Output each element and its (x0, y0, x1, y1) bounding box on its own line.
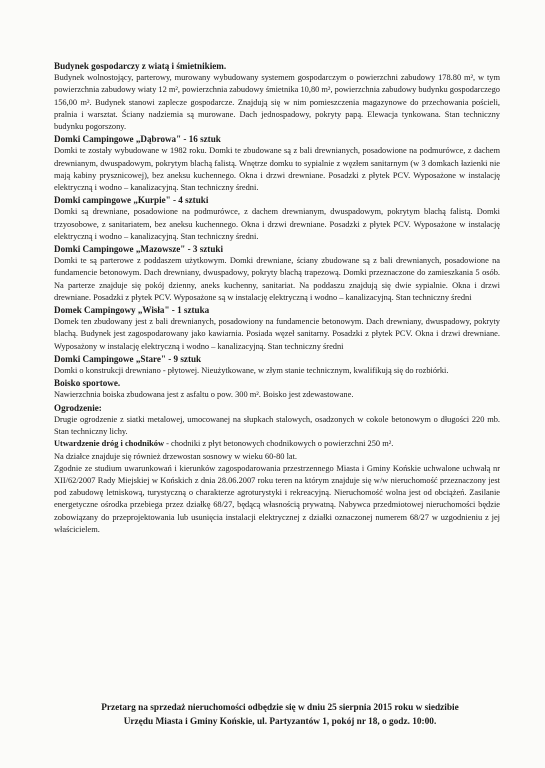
section-heading: Ogrodzenie: (54, 402, 102, 413)
section-text: Domki te są parterowe z poddaszem użytkowym. Domki drewniane, ściany zbudowane są z bali drewnianych, posadowione na fundamencie betonowym. Dach drewniany, dwuspadowy, pokryty blachą trapezową. Domki przeznaczone do zamieszkania 5 osób. Na parterze znajduje się pokój dzienny, aneks kuchenny, sanitariat. Na poddaszu znajdują się dwie sypialnie. Okna i drzwi drewniane. Posadzki z płytek PCV. Wyposażone są w instalację elektryczną i wodno – kanalizacyjną. Stan techniczny średni (54, 256, 500, 302)
section-heading: Domki campingowe „Kurpie" - 4 sztuki (54, 195, 209, 206)
section-heading: Domki Campingowe „Dąbrowa" - 16 sztuk (54, 134, 221, 145)
section-mazowsze-cabins (54, 243, 500, 304)
section-text: Budynek wolnostojący, parterowy, murowany wybudowany systemem gospodarczym o powierzchni zabudowy 178.80 m², w tym powierzchnia zabudowy wiaty 12 m², powierzchnia zabudowy śmietnika 10,80 m², powierzchnia zabudowy budynku gospodarczego 156,00 m². Budynek stanowi zaplecze gospodarcze. Znajdują się w nim pomieszczenia magazynowe do przechowania pościeli, pralnia i warsztat. Ściany nadziemia są murowane. Dach jednospadowy, pokryty papą. Elewacja tynkowana. Stan techniczny budynku pogorszony. (54, 73, 500, 132)
auction-line-1: Przetarg na sprzedaż nieruchomości odbędzie się w dniu 25 sierpnia 2015 roku w siedzibie (101, 703, 459, 713)
auction-line-2: Urzędu Miasta i Gminy Końskie, ul. Partyzantów 1, pokój nr 18, o godz. 10:00. (123, 717, 437, 727)
roads-heading: Utwardzenie dróg i chodników (54, 439, 165, 449)
section-wisla-cabin (54, 304, 500, 353)
section-heading: Budynek gospodarczy z wiatą i śmietnikiem. (54, 61, 227, 71)
section-text: Domki są drewniane, posadowione na podmurówce, z dachem drewnianym, dwuspadowym, pokrytym blachą falistą. Domki trzyosobowe, z sanitariatem, bez aneksu kuchennego. Okna i drzwi drewniane. Posadzki z płytek PCV. Wyposażone w instalację elektryczną i wodno – kanalizacyjną. Stan techniczny średni. (54, 207, 500, 241)
zoning-paragraph: Zgodnie ze studium uwarunkowań i kierunków zagospodarowania przestrzennego Miasta i Gminy Końskie uchwalone uchwałą nr XII/62/2007 Rady Miejskiej w Końskich z dnia 28.06.2007 roku teren na którym znajduje się w/w nieruchomość przeznaczony jest pod zabudowę letniskową, turystyczną o charakterze agroturystyki i rekreacyjną. Nieruchomość wolna jest od obciążeń. Zasilanie energetyczne ośrodka przebiega przez działkę 68/27, będącą własnością prywatną. Nabywca przedmiotowej nieruchomości będzie zobowiązany do przeprojektowania lub usunięcia instalacji elektrycznej z działki oznaczonej numerem 68/27 w uzgodnieniu z jej właścicielem. (54, 463, 500, 534)
section-text: Domki o konstrukcji drewniano - płytowej. Nieużytkowane, w złym stanie technicznym, kwalifikują się do rozbiórki. (54, 366, 449, 376)
section-heading: Domek Campingowy „Wisła" - 1 sztuka (54, 305, 210, 316)
section-kurpie-cabins (54, 194, 500, 243)
auction-announcement (50, 701, 510, 729)
section-dabrowa-cabins (54, 133, 500, 194)
section-text: Domki te zostały wybudowane w 1982 roku. Domki te zbudowane są z bali drewnianych, posadowione na podmurówce, z dachem drewnianym, dwuspadowym, pokrytym blachą falistą. Wnętrze domku to sypialnie z węzłem sanitarnym (w 3 domkach łazienki nie mają kabiny prysznicowej), bez aneksu kuchennego. Okna i drzwi drewniane. Posadzki z płytek PCV. Wyposażone w instalację elektryczną i wodno – kanalizacyjną. Stan techniczny średni. (54, 146, 500, 193)
section-heading: Domki Campingowe „Stare" - 9 sztuk (54, 353, 202, 364)
section-utility-building (54, 60, 500, 133)
section-heading: Domki Campingowe „Mazowsze" - 3 sztuki (54, 244, 223, 255)
roads-text: - chodniki z płyt betonowych chodnikowych o powierzchni 250 m². (164, 439, 394, 449)
section-sports-field (54, 377, 500, 401)
section-stare-cabins (54, 353, 500, 377)
section-text: Drugie ogrodzenie z siatki metalowej, umocowanej na słupkach stalowych, osadzonych w cokole betonowym o długości 220 mb. Stan techniczny lichy. (54, 414, 500, 437)
document-body (54, 60, 500, 536)
trees-paragraph: Na działce znajduje się również drzewostan sosnowy w wieku 60-80 lat. (54, 451, 298, 461)
section-text: Nawierzchnia boiska zbudowana jest z asfaltu o pow. 300 m². Boisko jest zdewastowane. (54, 390, 354, 400)
section-fencing (54, 402, 500, 439)
section-text: Domek ten zbudowany jest z bali drewnianych, posadowiony na fundamencie betonowym. Dach drewniany, dwuspadowy, pokryty blachą. Budynek jest zagospodarowany jako kawiarnia. Posiada węzeł sanitarny. Posadzki z płytek PCV. Okna i drzwi drewniane. Wyposażony w instalację elektryczną i wodno – kanalizacyjną. Stan techniczny średni (54, 317, 500, 351)
section-roads (54, 438, 500, 450)
section-heading: Boisko sportowe. (54, 378, 121, 389)
